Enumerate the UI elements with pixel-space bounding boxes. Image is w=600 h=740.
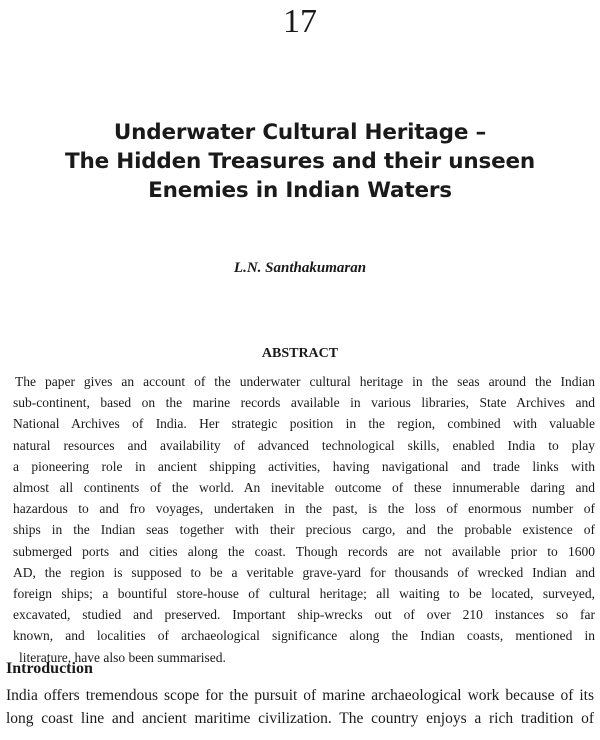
chapter-title xyxy=(20,118,580,205)
author-name: L.N. Santhakumaran xyxy=(233,260,367,276)
chapter-title-line: The Hidden Treasures and their unseen xyxy=(65,149,535,174)
abstract-line: excavated, studied and preserved. Important ship-wrecks out of over 210 instances so far xyxy=(13,607,595,623)
abstract-line: foreign ships; a bountiful store-house of cultural heritage; all waiting to be located, surveyed, xyxy=(13,586,595,602)
introduction-heading: Introduction xyxy=(6,660,93,677)
abstract-line: hazardous to and fro voyages, undertaken in the past, is the loss of enormous number of xyxy=(13,501,595,517)
abstract-line: a pioneering role in ancient shipping activities, having navigational and trade links with xyxy=(13,458,595,474)
abstract-text xyxy=(13,371,595,668)
abstract-heading: ABSTRACT xyxy=(261,346,339,361)
chapter-number: 17 xyxy=(283,3,317,40)
introduction-text xyxy=(6,684,594,730)
abstract-line: literature, have also been summarised. xyxy=(19,649,226,665)
introduction-line: India offers tremendous scope for the pursuit of marine archaeological work because of its xyxy=(6,687,594,704)
abstract-line: natural resources and availability of advanced technological skills, enabled India to play xyxy=(13,437,595,453)
abstract-line: submerged ports and cities along the coast. Though records are not available prior to 1600 xyxy=(13,543,595,559)
abstract-line: sub-continent, based on the marine records available in various libraries, State Archives and xyxy=(13,395,595,411)
abstract-line: The paper gives an account of the underwater cultural heritage in the seas around the Indian xyxy=(15,374,595,389)
abstract-line: almost all continents of the world. An inevitable outcome of these innumerable daring and xyxy=(13,480,595,496)
abstract-line: known, and localities of archaeological significance along the Indian coasts, mentioned in xyxy=(13,628,595,644)
introduction-line: long coast line and ancient maritime civilization. The country enjoys a rich tradition of xyxy=(6,710,594,727)
abstract-line: AD, the region is supposed to be a veritable grave-yard for thousands of wrecked Indian and xyxy=(13,564,595,580)
abstract-line: ships in the Indian seas together with their precious cargo, and the probable existence of xyxy=(13,522,595,538)
abstract-line: National Archives of India. Her strategic position in the region, combined with valuable xyxy=(13,416,595,432)
chapter-title-line: Underwater Cultural Heritage – xyxy=(113,120,487,145)
chapter-title-line: Enemies in Indian Waters xyxy=(148,178,452,203)
